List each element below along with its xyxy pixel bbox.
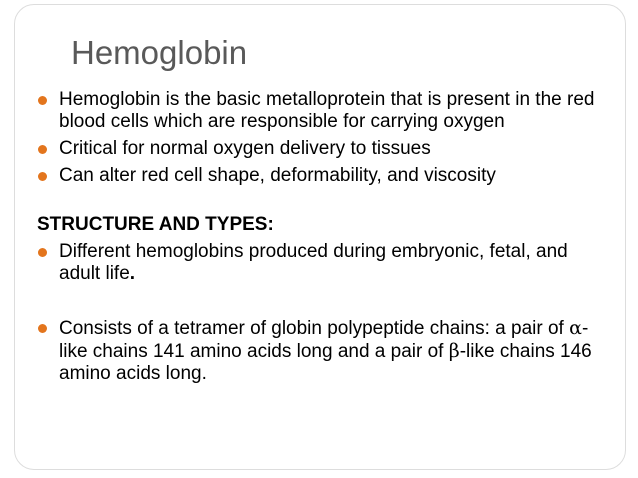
bullet-item [37,138,607,160]
alpha-symbol: α [569,317,582,339]
slide-title: Hemoglobin [71,34,248,71]
bullet-item [37,241,607,285]
slide-content [37,89,607,385]
bullet-text-part: -like chains 141 amino acids long and a pair of [59,318,589,362]
bullet-dot-icon [38,145,47,154]
bullet-text: Different hemoglobins produced during embryonic, fetal, and adult life [59,241,568,284]
bullet-item [37,317,607,385]
bullet-text: Can alter red cell shape, deformability, and viscosity [59,165,496,186]
bullet-dot-icon [38,96,47,105]
bullet-dot-icon [38,172,47,181]
bullet-text-part: -like chains 146 amino acids long. [59,341,592,384]
bullet-text-part: Consists of a tetramer of globin polypeptide chains: a pair of [59,318,570,339]
bullet-text: Critical for normal oxygen delivery to tissues [59,138,431,159]
bullet-text: Hemoglobin is the basic metalloprotein that is present in the red blood cells which are responsible for carrying oxygen [59,89,595,132]
beta-symbol: β [448,340,460,362]
bullet-item [37,165,607,187]
bullet-period: . [129,263,136,284]
bullet-item [37,89,607,133]
bullet-dot-icon [38,324,47,333]
section-heading: STRUCTURE AND TYPES: [37,214,274,235]
bullet-dot-icon [38,248,47,257]
